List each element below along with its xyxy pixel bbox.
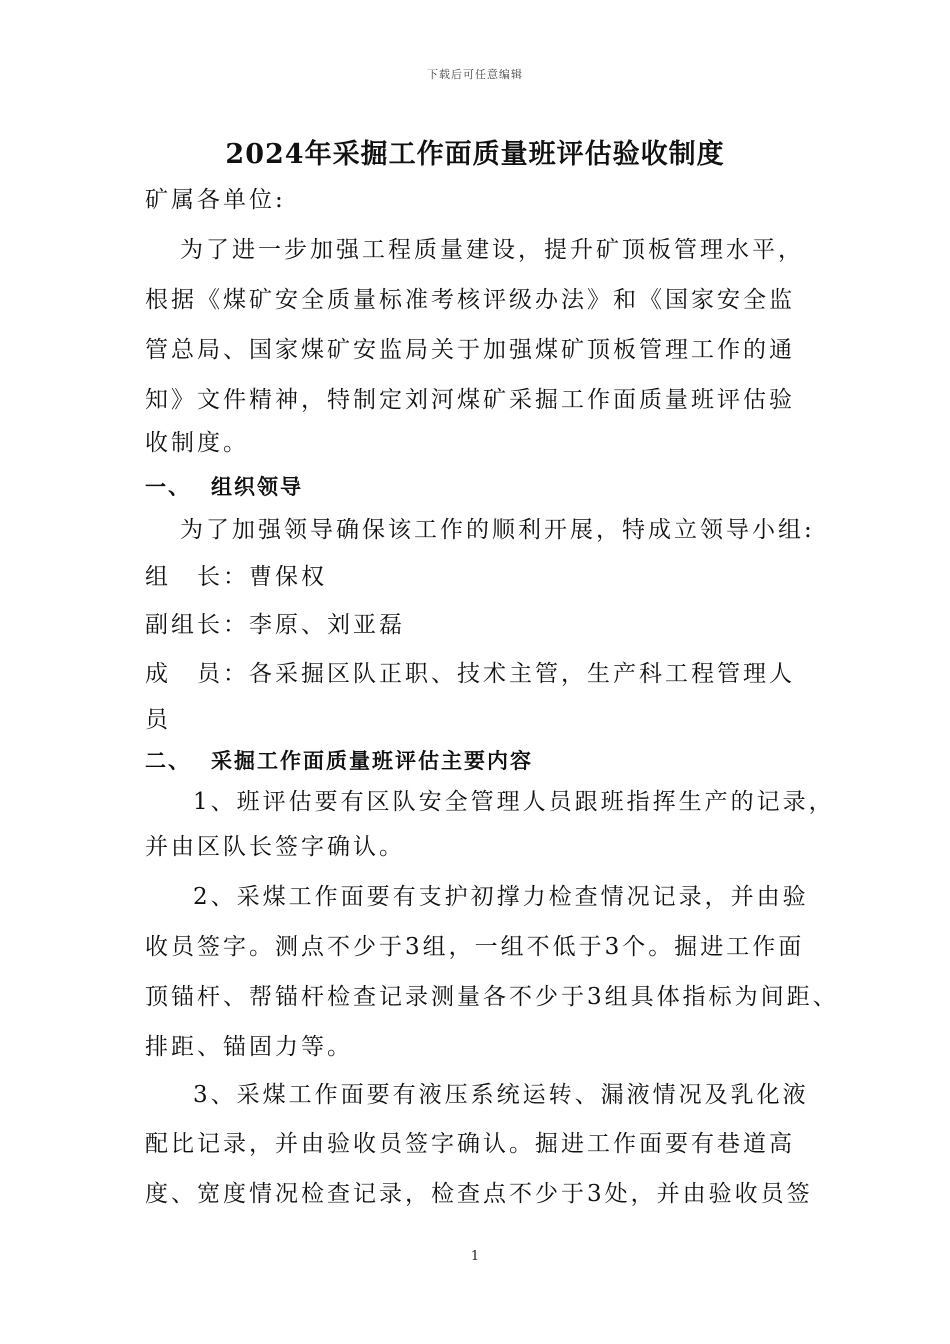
section-1-number: 一、 xyxy=(145,474,191,499)
item-3-line-1: 3、采煤工作面要有液压系统运转、漏液情况及乳化液 xyxy=(193,1082,809,1108)
intro-line-5: 收制度。 xyxy=(145,430,249,456)
item-2-line-2: 收员签字。测点不少于3组，一组不低于3个。掘进工作面 xyxy=(145,934,805,960)
section-1-heading xyxy=(145,471,815,503)
item-1-line-2: 并由区队长签字确认。 xyxy=(145,834,405,860)
team-members-line-1: 成 员：各采掘区队正职、技术主管，生产科工程管理人 xyxy=(145,661,795,687)
item-3-line-2: 配比记录，并由验收员签字确认。掘进工作面要有巷道高 xyxy=(145,1131,795,1157)
page-number: 1 xyxy=(470,1249,480,1264)
intro-line-2: 根据《煤矿安全质量标准考核评级办法》和《国家安全监 xyxy=(145,287,795,313)
intro-line-3: 管总局、国家煤矿安监局关于加强煤矿顶板管理工作的通 xyxy=(145,337,795,363)
page-title: 2024年采掘工作面质量班评估验收制度 xyxy=(225,139,725,170)
item-1-line-1: 1、班评估要有区队安全管理人员跟班指挥生产的记录， xyxy=(193,789,835,815)
team-members-line-2: 员 xyxy=(145,707,171,733)
team-leader: 组 长：曹保权 xyxy=(145,564,327,590)
item-2-line-3: 顶锚杆、帮锚杆检查记录测量各不少于3组具体指标为间距、 xyxy=(145,984,839,1010)
section-1-title: 组织领导 xyxy=(211,474,303,499)
header-note: 下载后可任意编辑 xyxy=(427,68,523,81)
intro-line-1: 为了进一步加强工程质量建设，提升矿顶板管理水平， xyxy=(180,237,804,263)
section-2-title: 采掘工作面质量班评估主要内容 xyxy=(211,748,533,773)
intro-line-4: 知》文件精神，特制定刘河煤矿采掘工作面质量班评估验 xyxy=(145,387,795,413)
section-1-lead: 为了加强领导确保该工作的顺利开展，特成立领导小组: xyxy=(180,517,815,543)
team-deputy: 副组长：李原、刘亚磊 xyxy=(145,612,405,638)
item-2-line-1: 2、采煤工作面要有支护初撑力检查情况记录，并由验 xyxy=(193,884,809,910)
addressee: 矿属各单位: xyxy=(145,187,286,213)
section-2-heading xyxy=(145,745,815,777)
item-3-line-3: 度、宽度情况检查记录，检查点不少于3处，并由验收员签 xyxy=(145,1181,813,1207)
item-2-line-4: 排距、锚固力等。 xyxy=(145,1034,353,1060)
section-2-number: 二、 xyxy=(145,748,191,773)
